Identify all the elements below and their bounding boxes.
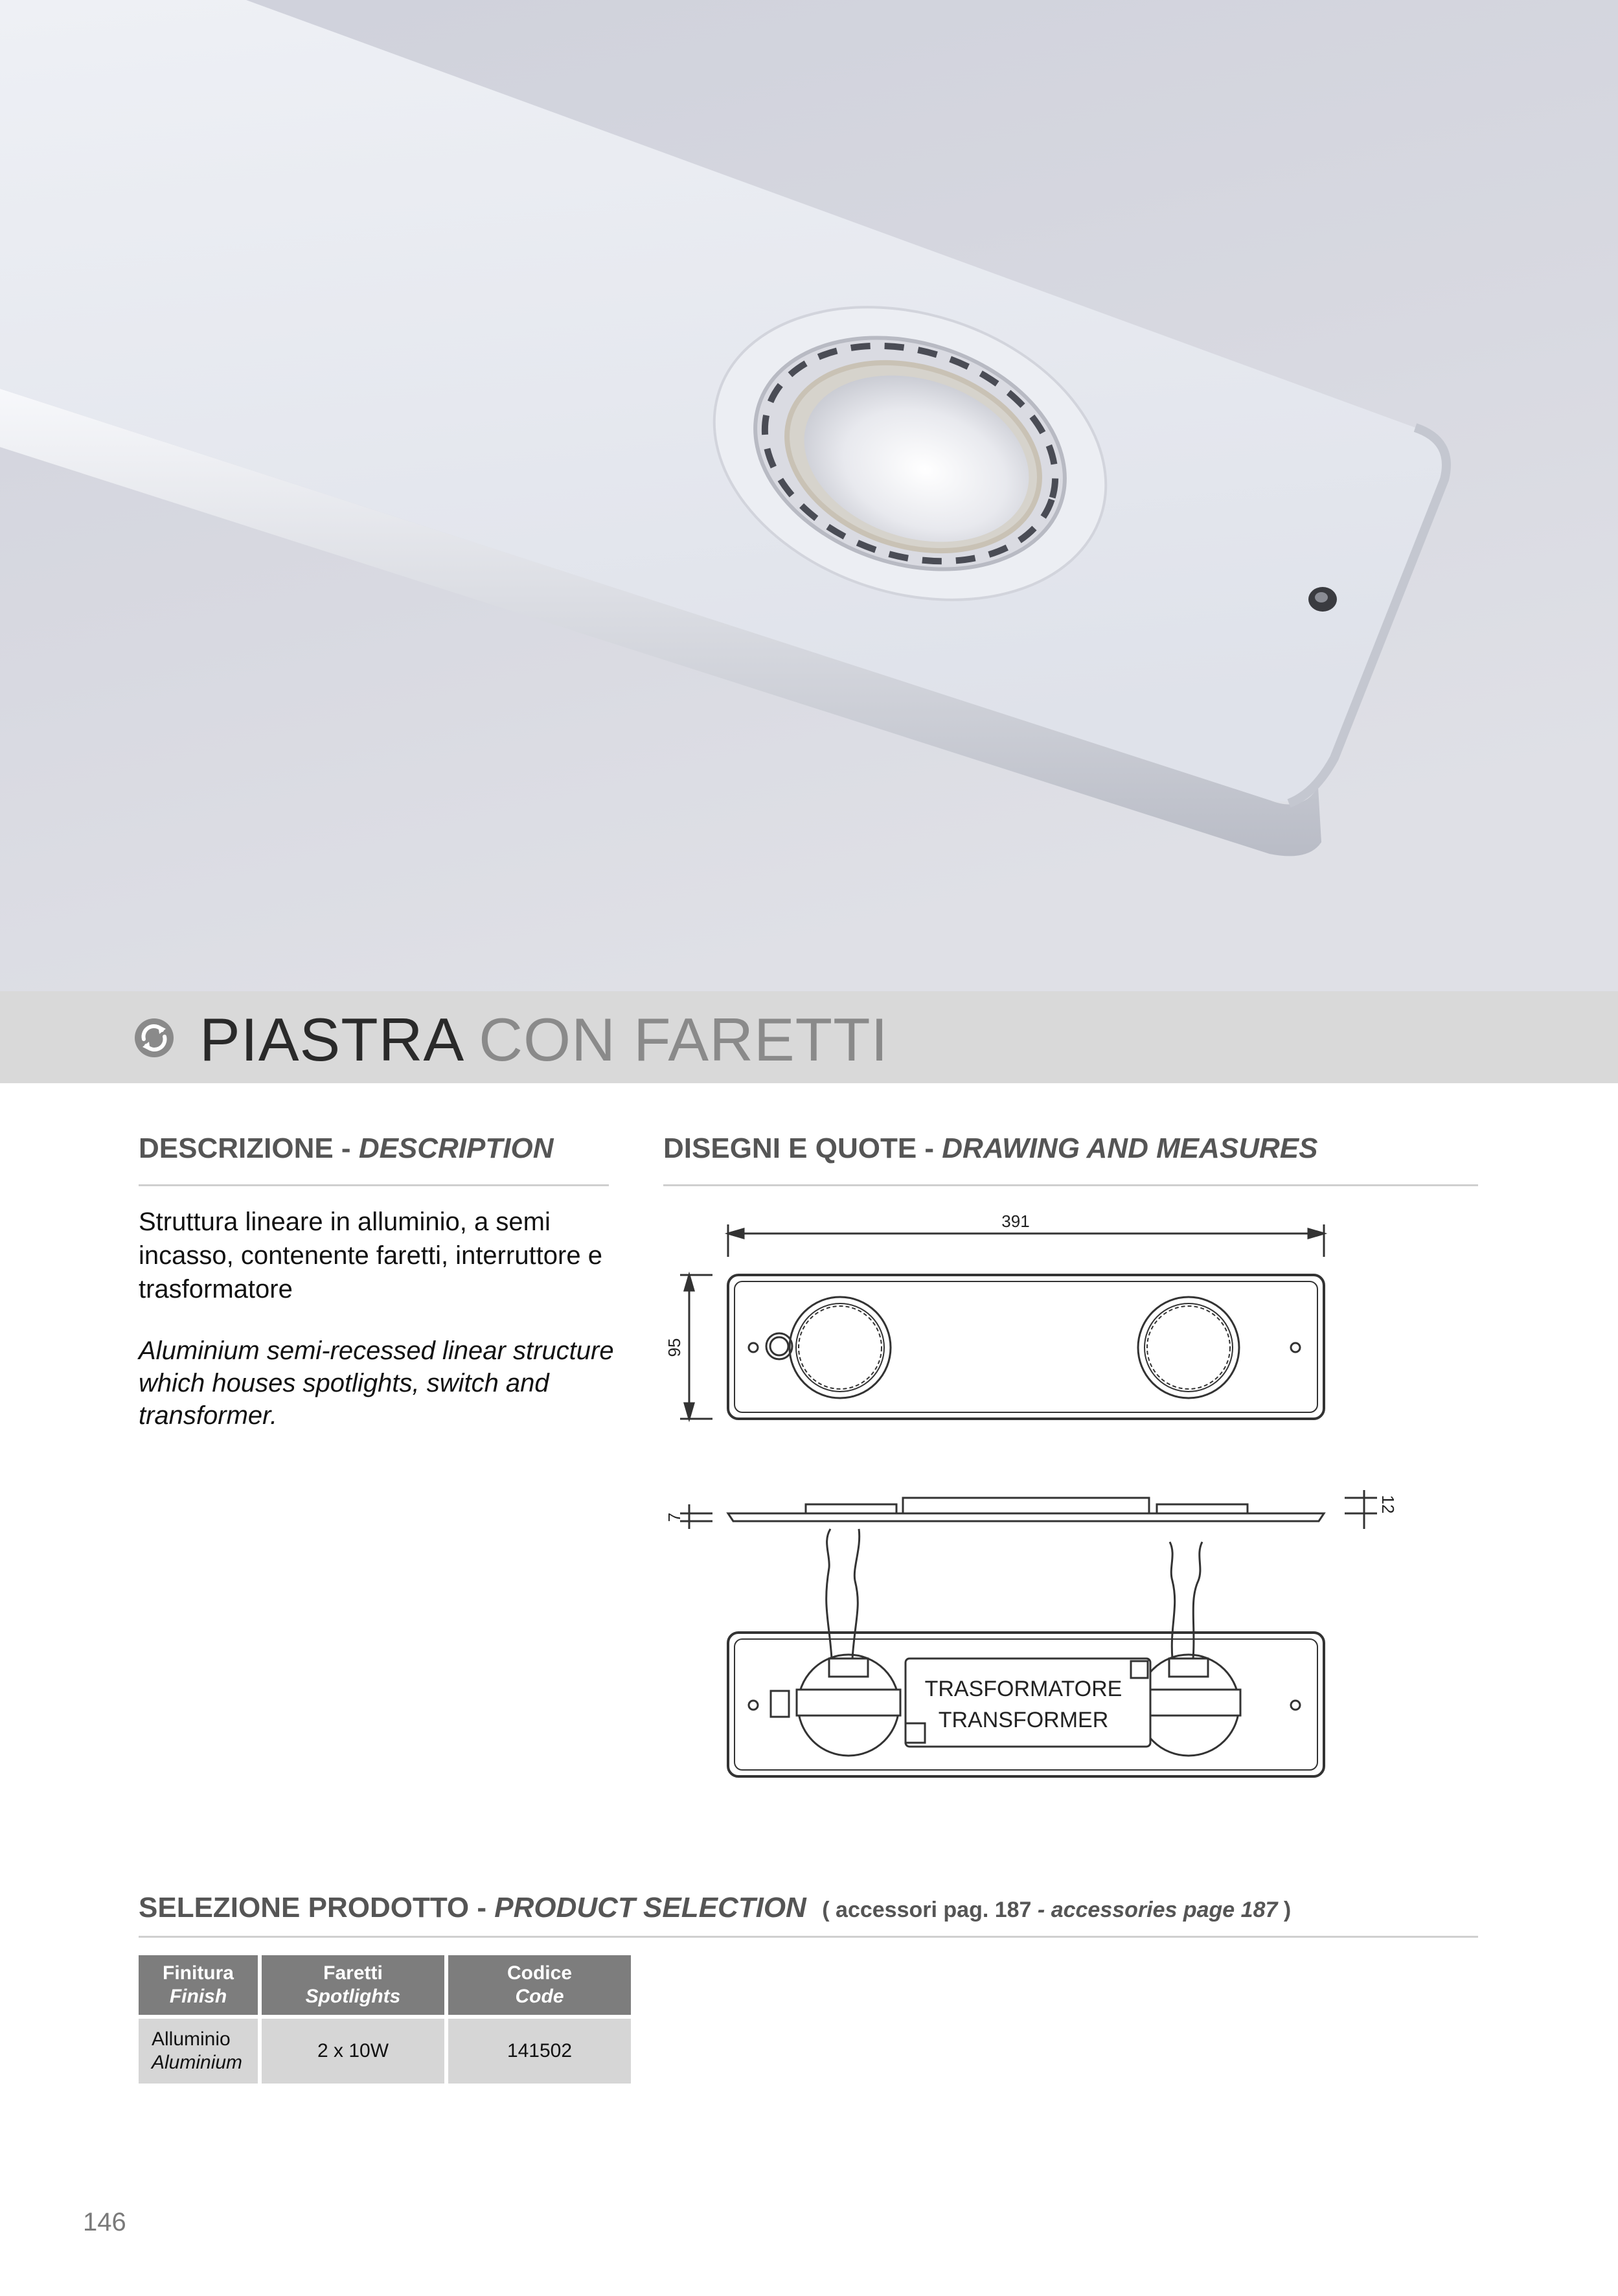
title-sub: CON FARETTI — [479, 1005, 889, 1073]
selection-heading-en: PRODUCT SELECTION — [494, 1892, 806, 1923]
selection-heading-it: SELEZIONE PRODOTTO - — [139, 1892, 487, 1923]
description-text-en: Aluminium semi-recessed linear structure which houses spotlights, switch and transformer. — [139, 1337, 614, 1430]
column-header-code — [448, 1955, 631, 2015]
column-header-finish — [139, 1955, 258, 2015]
accessories-note — [822, 1898, 1291, 1922]
column-header-en: Spotlights — [305, 1986, 401, 2007]
column-header-spotlights — [262, 1955, 444, 2015]
cell-spotlights: 2 x 10W — [262, 2019, 444, 2084]
column-header-en: Finish — [169, 1986, 227, 2007]
dim-thickness-label: 7 — [665, 1512, 684, 1522]
technical-drawing — [661, 1205, 1399, 1788]
dim-length-label: 391 — [1001, 1211, 1030, 1231]
description-heading-en: DESCRIPTION — [358, 1132, 554, 1164]
product-table — [135, 1951, 635, 2087]
accessories-note-en: - accessories page 187 — [1037, 1898, 1278, 1922]
table-row — [139, 2019, 631, 2084]
drawing-rule — [663, 1184, 1478, 1186]
drawing-heading — [663, 1132, 1317, 1165]
transformer-label-it: TRASFORMATORE — [924, 1677, 1122, 1701]
accessories-note-it: ( accessori pag. 187 — [822, 1898, 1032, 1922]
drawing-heading-it: DISEGNI E QUOTE - — [663, 1132, 935, 1164]
description-heading — [139, 1132, 554, 1165]
plate-top-view — [728, 1275, 1324, 1419]
product-photo — [0, 0, 1618, 991]
drawing-heading-en: DRAWING AND MEASURES — [942, 1132, 1318, 1164]
column-header-en: Code — [515, 1986, 564, 2007]
plate-side-view — [680, 1490, 1377, 1529]
dim-depth-label: 12 — [1378, 1495, 1398, 1514]
transformer-label-en: TRANSFORMER — [938, 1708, 1109, 1732]
cell-finish-it: Alluminio — [152, 2028, 231, 2050]
title-main: PIASTRA — [199, 1005, 462, 1073]
cell-finish-en: Aluminium — [152, 2052, 243, 2073]
description-heading-it: DESCRIZIONE - — [139, 1132, 351, 1164]
accessories-note-close: ) — [1283, 1898, 1292, 1922]
page-title — [199, 998, 889, 1082]
selection-rule — [139, 1936, 1478, 1938]
column-header-it: Codice — [507, 1962, 573, 1984]
column-header-it: Faretti — [323, 1962, 383, 1984]
cell-code: 141502 — [448, 2019, 631, 2084]
page-number: 146 — [83, 2208, 126, 2236]
selection-heading — [139, 1892, 1291, 1924]
refresh-icon — [133, 1017, 175, 1059]
dim-height-line — [680, 1275, 712, 1419]
table-header-row — [139, 1955, 631, 2015]
description-rule — [139, 1184, 609, 1186]
column-header-it: Finitura — [163, 1962, 234, 1984]
cell-finish — [139, 2019, 258, 2084]
dim-height-label: 95 — [665, 1338, 684, 1357]
description-text-it: Struttura lineare in alluminio, a semi incasso, contenente faretti, interruttore e trasformatore — [139, 1208, 602, 1303]
plate-bottom-view — [728, 1529, 1324, 1776]
